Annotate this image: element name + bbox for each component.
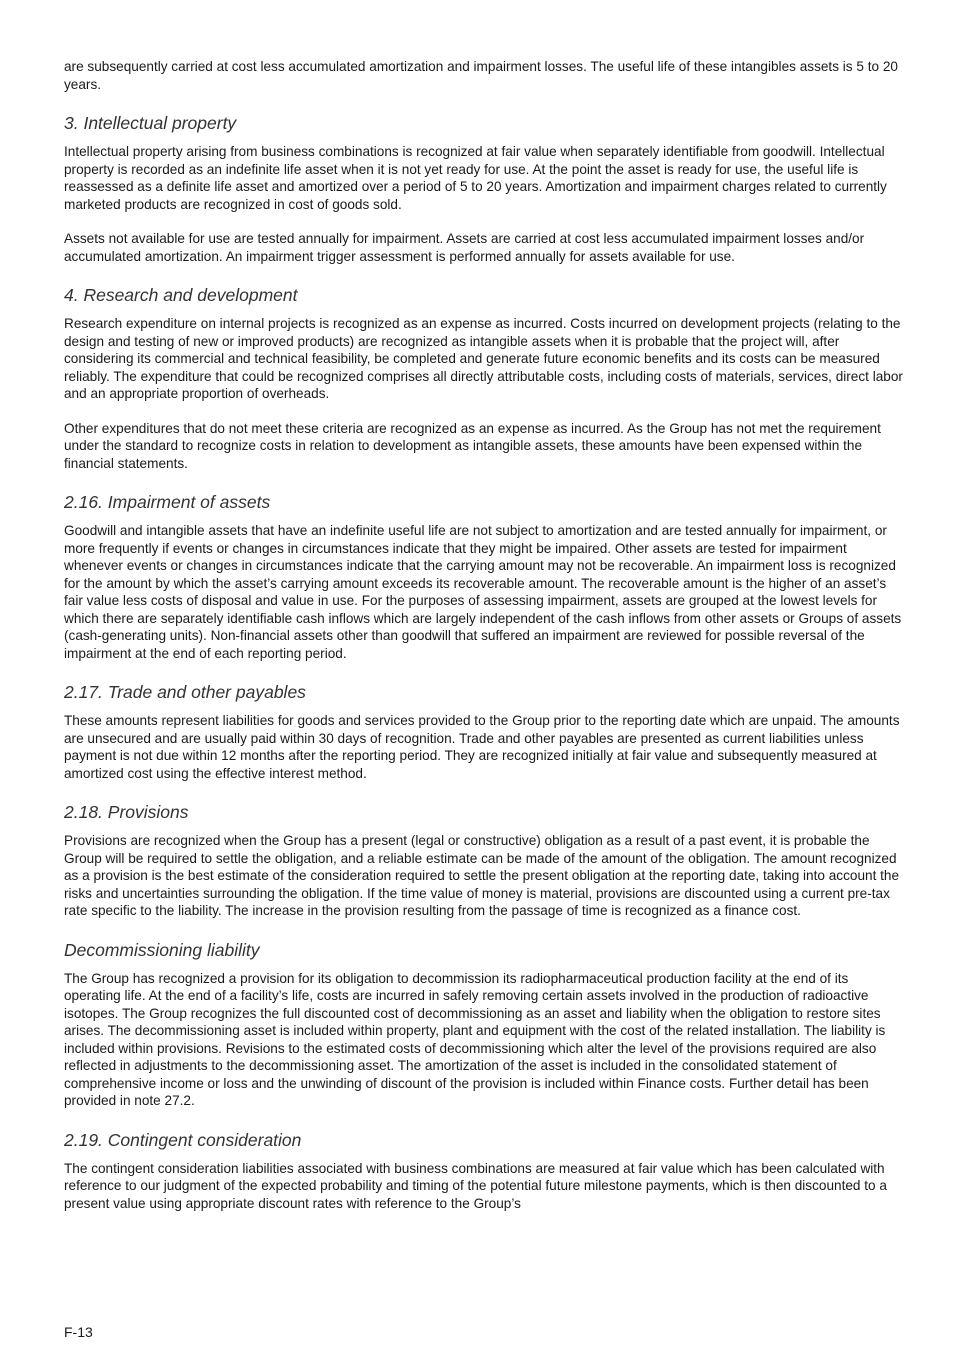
- document-page: [64, 58, 906, 1212]
- heading-impairment-of-assets: 2.16. Impairment of assets: [64, 492, 271, 512]
- heading-decommissioning-liability: Decommissioning liability: [64, 939, 260, 960]
- intro-paragraph: are subsequently carried at cost less accumulated amortization and impairment losses. The useful life of these intangibles assets is 5 to 20 years.: [64, 59, 898, 92]
- provisions-paragraph: Provisions are recognized when the Group has a present (legal or constructive) obligation as a result of a past event, it is probable the Group will be required to settle the obligation, and a reliable estimate can be made of the amount of the obligation. The amount recognized as a provision is the best estimate of the consideration required to settle the present obligation at the reporting date, taking into account the risks and uncertainties surrounding the obligation. If the time value of money is material, provisions are discounted using a current pre-tax rate specific to the liability. The increase in the provision resulting from the passage of time is recognized as a finance cost.: [64, 833, 900, 918]
- page-number: F-13: [64, 1324, 93, 1340]
- intellectual-property-paragraph-2: Assets not available for use are tested annually for impairment. Assets are carried at cost less accumulated impairment losses and/or accumulated amortization. An impairment trigger assessment is performed annually for assets available for use.: [64, 231, 865, 264]
- heading-provisions: 2.18. Provisions: [64, 802, 189, 822]
- payables-paragraph: These amounts represent liabilities for goods and services provided to the Group prior to the reporting date which are unpaid. The amounts are unsecured and are usually paid within 30 days of recognition. Trade and other payables are presented as current liabilities unless payment is not due within 12 months after the reporting period. They are recognized initially at fair value and subsequently measured at amortized cost using the effective interest method.: [64, 713, 900, 781]
- heading-trade-payables: 2.17. Trade and other payables: [64, 682, 306, 702]
- intellectual-property-paragraph-1: Intellectual property arising from business combinations is recognized at fair value when separately identifiable from goodwill. Intellectual property is recorded as an indefinite life asset when it is not yet ready for use. At the point the asset is ready for use, the useful life is reassessed as a definite life asset and amortized over a period of 5 to 20 years. Amortization and impairment charges related to currently marketed products are recognized in cost of goods sold.: [64, 144, 887, 212]
- heading-contingent-consideration: 2.19. Contingent consideration: [64, 1129, 302, 1150]
- research-paragraph-2: Other expenditures that do not meet these criteria are recognized as an expense as incurred. As the Group has not met the requirement under the standard to recognize costs in relation to development as intangible assets, these amounts have been expensed within the financial statements.: [64, 420, 881, 471]
- heading-research-development: 4. Research and development: [64, 285, 298, 305]
- contingent-paragraph: The contingent consideration liabilities associated with business combinations are measured at fair value which has been calculated with reference to our judgment of the expected probability and timing of the potential future milestone payments, which is then discounted to a present value using appropriate discount rates with reference to the Group’s: [64, 1160, 887, 1211]
- impairment-paragraph: Goodwill and intangible assets that have an indefinite useful life are not subject to amortization and are tested annually for impairment, or more frequently if events or changes in circumstances indicate that they might be impaired. Other assets are tested for impairment whenever events or changes in circumstances indicate that the carrying amount may not be recoverable. An impairment loss is recognized for the amount by which the asset’s carrying amount exceeds its recoverable amount. The recoverable amount is the higher of an asset’s fair value less costs of disposal and value in use. For the purposes of assessing impairment, assets are grouped at the lowest levels for which there are separately identifiable cash inflows which are largely independent of the cash inflows from other assets or Groups of assets (cash-generating units). Non-financial assets other than goodwill that suffered an impairment are reviewed for possible reversal of the impairment at the end of each reporting period.: [64, 523, 902, 661]
- decommissioning-paragraph: The Group has recognized a provision for its obligation to decommission its radiopharmaceutical production facility at the end of its operating life. At the end of a facility’s life, costs are incurred in safely removing certain assets involved in the production of radioactive isotopes. The Group recognizes the full discounted cost of decommissioning as an asset and liability when the obligation to restore sites arises. The decommissioning asset is included within property, plant and equipment with the cost of the related installation. The liability is included within provisions. Revisions to the estimated costs of decommissioning which alter the level of the provisions required are also reflected in adjustments to the decommissioning asset. The amortization of the asset is included in the consolidated statement of comprehensive income or loss and the unwinding of discount of the provision is included within Finance costs. Further detail has been provided in note 27.2.: [64, 970, 886, 1108]
- heading-intellectual-property: 3. Intellectual property: [64, 113, 237, 133]
- research-paragraph-1: Research expenditure on internal projects is recognized as an expense as incurred. Costs incurred on development projects (relating to the design and testing of new or improved products) are recognized as intangible assets when it is probable that the project will, after considering its commercial and technical feasibility, be completed and generate future economic benefits and its costs can be measured reliably. The expenditure that could be recognized comprises all directly attributable costs, including costs of materials, services, direct labor and an appropriate proportion of overheads.: [64, 316, 903, 401]
